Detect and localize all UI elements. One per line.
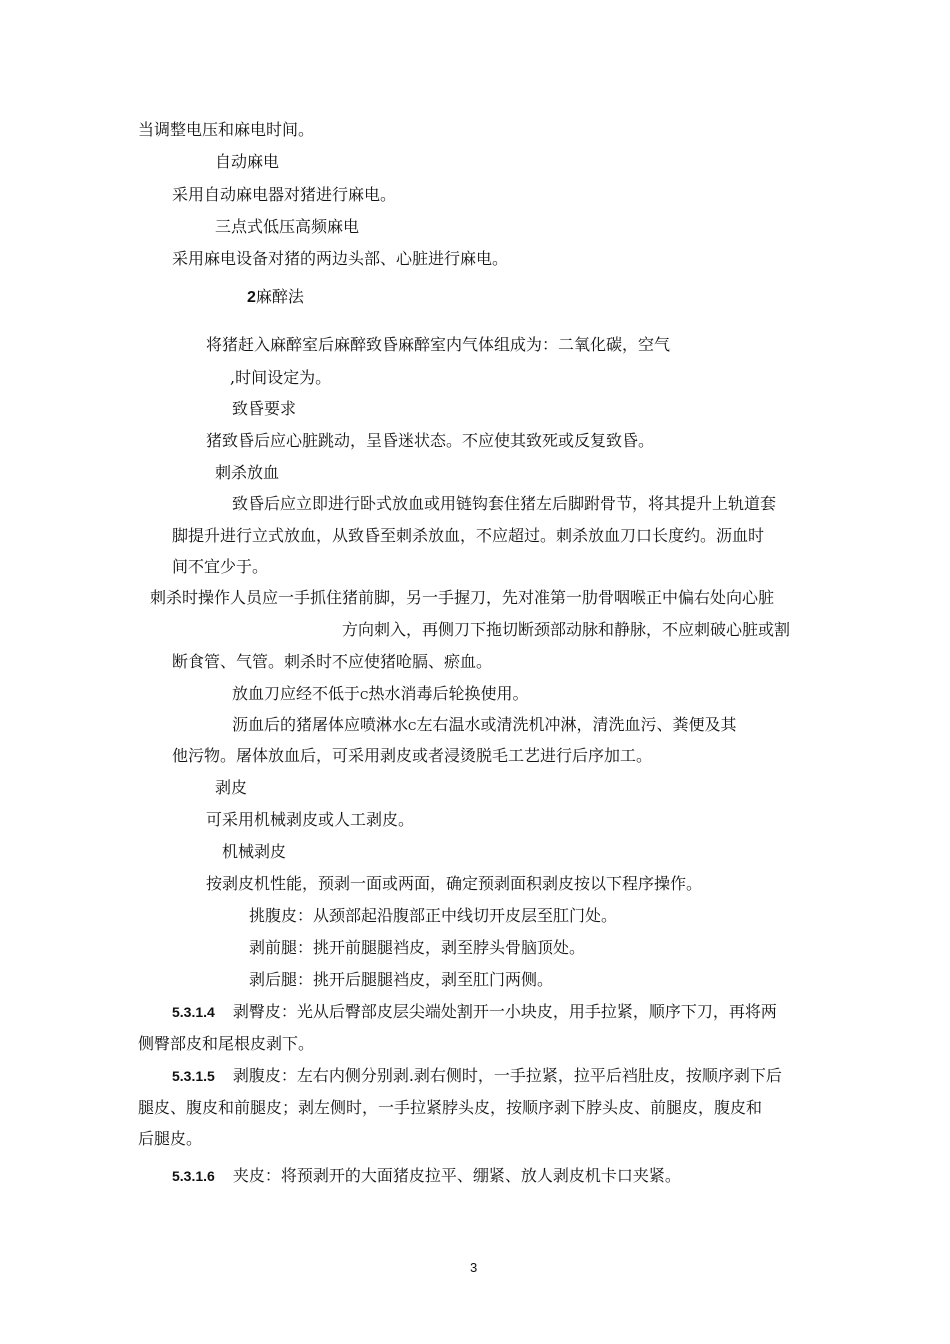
clause-5-3-1-6 bbox=[172, 1166, 681, 1186]
subheading-sticking-bleeding: 刺杀放血 bbox=[215, 463, 280, 482]
clause-5-3-1-4 bbox=[172, 1002, 777, 1022]
body-line: 断食管、气管。刺杀时不应使猪呛膈、瘀血。 bbox=[172, 652, 493, 671]
body-line: 方向刺入，再侧刀下拖切断颈部动脉和静脉，不应刺破心脏或割 bbox=[342, 620, 791, 639]
celsius-unit: C bbox=[408, 720, 417, 733]
clause-text: 剥腹皮：左右内侧分别剥.剥右侧时，一手拉紧，拉平后裆肚皮，按顺序剥下后 bbox=[232, 1066, 782, 1085]
body-line: 腿皮、腹皮和前腿皮；剥左侧时，一手拉紧脖头皮，按顺序剥下脖头皮、前腿皮，腹皮和 bbox=[138, 1098, 763, 1117]
rinse-prefix: 沥血后的猪屠体应喷淋水 bbox=[232, 715, 409, 734]
body-line: 可采用机械剥皮或人工剥皮。 bbox=[206, 810, 415, 829]
clause-text: 剥臀皮：光从后臀部皮层尖端处割开一小块皮，用手拉紧，顺序下刀，再将两 bbox=[232, 1002, 777, 1021]
subheading-stun-requirements: 致昏要求 bbox=[232, 399, 297, 418]
body-line-rinse bbox=[232, 715, 736, 737]
clause-5-3-1-5 bbox=[172, 1066, 782, 1086]
knife-suffix: 热水消毒后轮换使用。 bbox=[368, 684, 529, 703]
subheading-skinning: 剥皮 bbox=[215, 778, 248, 797]
body-line: 间不宜少于。 bbox=[172, 557, 269, 576]
page-number: 3 bbox=[470, 1260, 478, 1275]
body-line: 猪致昏后应心脏跳动，呈昏迷状态。不应使其致死或反复致昏。 bbox=[206, 431, 655, 450]
body-line: ,时间设定为。 bbox=[230, 368, 332, 387]
body-line: 按剥皮机性能，预剥一面或两面，确定预剥面积剥皮按以下程序操作。 bbox=[206, 874, 703, 893]
body-line: 将猪赶入麻醉室后麻醉致昏麻醉室内气体组成为：二氧化碳，空气 bbox=[206, 335, 671, 354]
body-line: 剥前腿：挑开前腿腿裆皮，剥至脖头骨脑顶处。 bbox=[249, 938, 586, 957]
body-line: 挑腹皮：从颈部起沿腹部正中线切开皮层至肛门处。 bbox=[249, 906, 618, 925]
body-line: 他污物。屠体放血后，可采用剥皮或者浸烫脱毛工艺进行后序加工。 bbox=[172, 746, 653, 765]
section-number: 5.3.1.6 bbox=[172, 1168, 215, 1184]
body-line: 当调整电压和麻电时间。 bbox=[138, 120, 315, 139]
body-line: 采用自动麻电器对猪进行麻电。 bbox=[172, 185, 397, 204]
heading-number: 2 bbox=[247, 289, 256, 306]
heading-text: 麻醉法 bbox=[255, 287, 304, 306]
clause-text: 夹皮：将预剥开的大面猪皮拉平、绷紧、放人剥皮机卡口夹紧。 bbox=[232, 1166, 681, 1185]
section-number: 5.3.1.5 bbox=[172, 1068, 215, 1084]
body-line-knife bbox=[232, 684, 528, 706]
heading-anesthesia bbox=[247, 287, 304, 308]
rinse-suffix: 左右温水或清洗机冲淋，清洗血污、粪便及其 bbox=[416, 715, 737, 734]
body-line: 刺杀时操作人员应一手抓住猪前脚，另一手握刀，先对准第一肋骨咽喉正中偏右处向心脏 bbox=[150, 588, 775, 607]
body-line: 侧臀部皮和尾根皮剥下。 bbox=[138, 1034, 315, 1053]
section-number: 5.3.1.4 bbox=[172, 1004, 215, 1020]
body-line: 致昏后应立即进行卧式放血或用链钩套住猪左后脚跗骨节，将其提升上轨道套 bbox=[232, 494, 777, 513]
subheading-three-point-stun: 三点式低压高频麻电 bbox=[215, 217, 360, 236]
body-line: 采用麻电设备对猪的两边头部、心脏进行麻电。 bbox=[172, 249, 509, 268]
subheading-auto-stun: 自动麻电 bbox=[215, 152, 280, 171]
body-line: 剥后腿：挑开后腿腿裆皮，剥至肛门两侧。 bbox=[249, 970, 554, 989]
celsius-unit: C bbox=[360, 689, 369, 702]
knife-prefix: 放血刀应经不低于 bbox=[232, 684, 361, 703]
subheading-mechanical-skinning: 机械剥皮 bbox=[222, 842, 287, 861]
body-line: 后腿皮。 bbox=[138, 1129, 203, 1148]
body-line: 脚提升进行立式放血，从致昏至刺杀放血，不应超过。刺杀放血刀口长度约。沥血时 bbox=[172, 526, 765, 545]
